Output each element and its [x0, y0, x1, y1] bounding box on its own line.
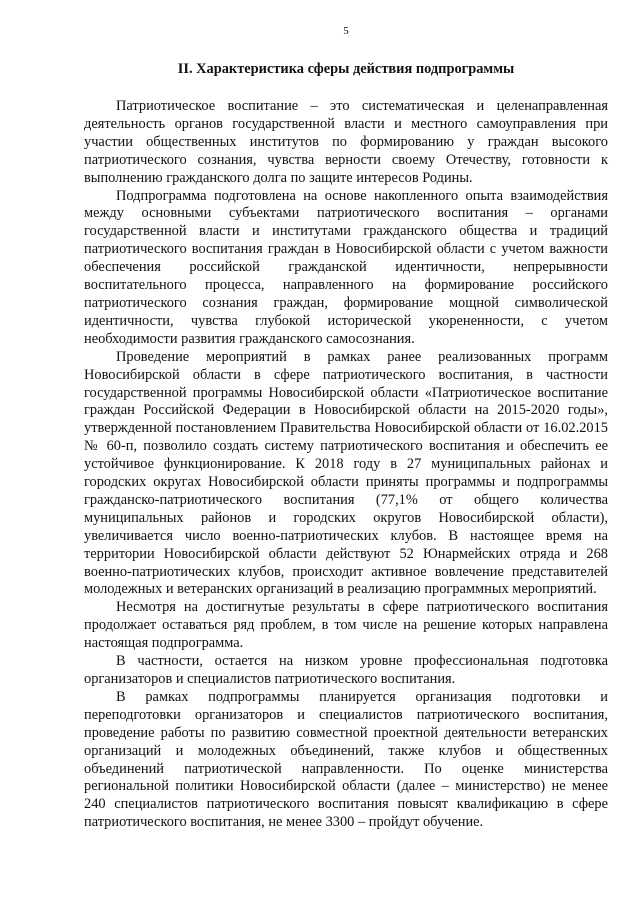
paragraph-1: Патриотическое воспитание – это систематическая и целенаправленная деятельность органов государственной власти и местного самоуправления при участии общественных институтов по формированию у граждан высокого патриотического сознания, чувства верности своему Отечеству, готовности к выполнению гражданского долга по защите интересов Родины.: [84, 98, 608, 186]
paragraph-2: Подпрограмма подготовлена на основе накопленного опыта взаимодействия между основными субъектами патриотического воспитания – органами государственной власти и институтами гражданского общества и традиций патриотического воспитания граждан в Новосибирской области с учетом важности обеспечения российской гражданской идентичности, непрерывности воспитательного процесса, направленного на формирование российского патриотического сознания граждан, формирование мощной символической идентичности, чувства глубокой исторической укорененности, с учетом необходимости развития гражданского самосознания.: [84, 187, 608, 347]
paragraph-6: В рамках подпрограммы планируется организация подготовки и переподготовки организаторов и специалистов патриотического воспитания, проведение работы по развитию совместной проектной деятельности ветеранских организаций и молодежных объединений, также клубов и общественных объединений патриотической направленности. По оценке министерства региональной политики Новосибирской области (далее – министерство) не менее 240 специалистов патриотического воспитания повысят квалификацию в сфере патриотического воспитания, не менее 3300 – пройдут обучение.: [84, 688, 608, 831]
paragraph-5: В частности, остается на низком уровне профессиональная подготовка организаторов и специалистов патриотического воспитания.: [84, 653, 608, 687]
paragraph-4: Несмотря на достигнутые результаты в сфере патриотического воспитания продолжает оставаться ряд проблем, в том числе на решение которых направлена настоящая подпрограмма.: [84, 599, 608, 652]
section-title: II. Характеристика сферы действия подпрограммы: [177, 61, 515, 77]
paragraph-3: Проведение мероприятий в рамках ранее реализованных программ Новосибирской области в сфере патриотического воспитания, в частности государственной программы Новосибирской области «Патриотическое воспитание граждан Российской Федерации в Новосибирской области на 2015-2020 годы», утвержденной постановлением Правительства Новосибирской области от 16.02.2015 № 60-п, позволило создать систему патриотического воспитания и обеспечить ее устойчивое функционирование. К 2018 году в 27 муниципальных районах и городских округах Новосибирской области приняты программы и подпрограммы гражданско-патриотического воспитания (77,1% от общего количества муниципальных районов и городских округов Новосибирской области), увеличивается число военно-патриотических клубов. В настоящее время на территории Новосибирской области действуют 52 Юнармейских отряда и 268 военно-патриотических клубов, происходит активное вовлечение представителей молодежных и ветеранских организаций в реализацию программных мероприятий.: [84, 348, 608, 598]
page-number: 5: [343, 25, 349, 37]
